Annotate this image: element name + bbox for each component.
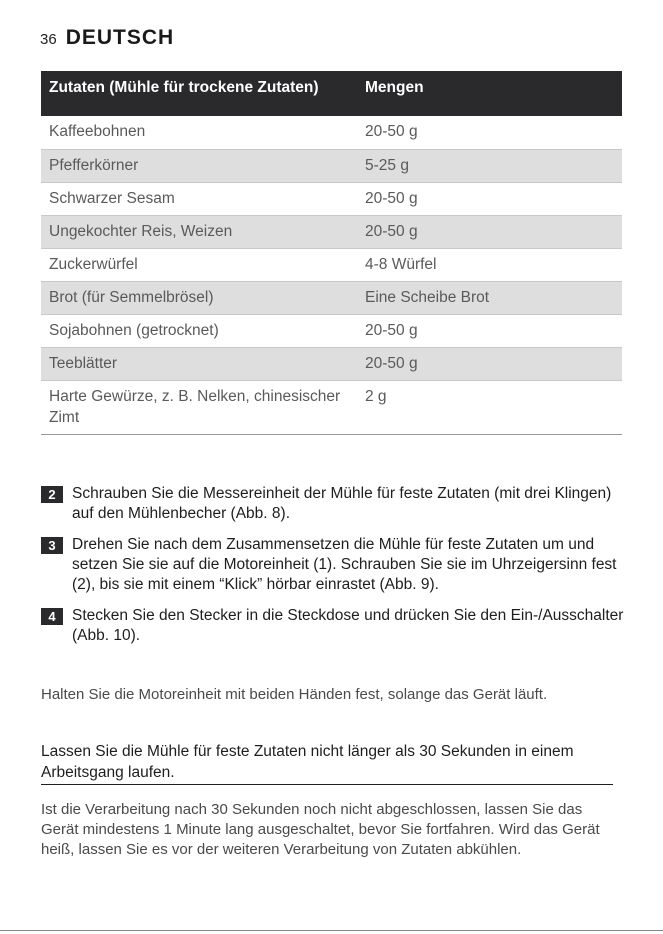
ingredient-cell: Schwarzer Sesam: [41, 182, 357, 215]
table-row: [41, 149, 622, 182]
ingredients-table: [41, 71, 622, 435]
ingredient-cell: Harte Gewürze, z. B. Nelken, chinesischer Zimt: [41, 380, 357, 434]
page-number: 36: [40, 31, 57, 48]
step-text: Drehen Sie nach dem Zusammensetzen die Mühle für feste Zutaten um und setzen Sie sie auf die Motoreinheit (1). Schrauben Sie sie im Uhrzeigersinn fest (2), bis sie mit einem “Klick” hörbar einrastet (Abb. 9).: [72, 536, 617, 593]
quantity-cell: 20-50 g: [357, 347, 622, 380]
instruction-steps: [41, 484, 626, 646]
quantity-cell: 20-50 g: [357, 215, 622, 248]
ingredient-cell: Pfefferkörner: [41, 149, 357, 182]
step-number-badge: 2: [41, 486, 63, 503]
quantity-cell: Eine Scheibe Brot: [357, 281, 622, 314]
table-row: [41, 281, 622, 314]
column-header-quantities: Mengen: [357, 71, 622, 116]
quantity-cell: 4-8 Würfel: [357, 248, 622, 281]
section-title: DEUTSCH: [65, 26, 175, 49]
table-row: [41, 116, 622, 149]
step-3: [41, 535, 626, 595]
table-row: [41, 347, 622, 380]
step-4: [41, 606, 626, 646]
step-text: Schrauben Sie die Messereinheit der Mühle für feste Zutaten (mit drei Klingen) auf den Mühlenbecher (Abb. 8).: [72, 485, 612, 522]
ingredient-cell: Ungekochter Reis, Weizen: [41, 215, 357, 248]
step-number-badge: 3: [41, 537, 63, 554]
hold-note: Halten Sie die Motoreinheit mit beiden Händen fest, solange das Gerät läuft.: [41, 686, 548, 703]
table-row: [41, 182, 622, 215]
table-row: [41, 380, 622, 434]
ingredient-cell: Sojabohnen (getrocknet): [41, 314, 357, 347]
table-header-row: [41, 71, 622, 116]
quantity-cell: 5-25 g: [357, 149, 622, 182]
ingredient-cell: Kaffeebohnen: [41, 116, 357, 149]
warning-text: Lassen Sie die Mühle für feste Zutaten nicht länger als 30 Sekunden in einem Arbeitsgang laufen.: [41, 741, 613, 785]
ingredient-cell: Zuckerwürfel: [41, 248, 357, 281]
quantity-cell: 20-50 g: [357, 314, 622, 347]
quantity-cell: 2 g: [357, 380, 622, 434]
table-row: [41, 215, 622, 248]
ingredient-cell: Brot (für Semmelbrösel): [41, 281, 357, 314]
step-text: Stecken Sie den Stecker in die Steckdose und drücken Sie den Ein-/Ausschalter (Abb. 10).: [72, 607, 624, 644]
page-bottom-rule: [0, 930, 663, 931]
step-2: [41, 484, 626, 524]
table-row: [41, 314, 622, 347]
column-header-ingredients: Zutaten (Mühle für trockene Zutaten): [41, 71, 357, 116]
quantity-cell: 20-50 g: [357, 182, 622, 215]
page-header: [40, 26, 174, 50]
cooldown-note: Ist die Verarbeitung nach 30 Sekunden noch nicht abgeschlossen, lassen Sie das Gerät mindestens 1 Minute lang ausgeschaltet, bevor Sie fortfahren. Wird das Gerät heiß, lassen Sie es vor der weiteren Verarbeitung von Zutaten abkühlen.: [41, 801, 600, 858]
step-number-badge: 4: [41, 608, 63, 625]
table-row: [41, 248, 622, 281]
quantity-cell: 20-50 g: [357, 116, 622, 149]
ingredient-cell: Teeblätter: [41, 347, 357, 380]
